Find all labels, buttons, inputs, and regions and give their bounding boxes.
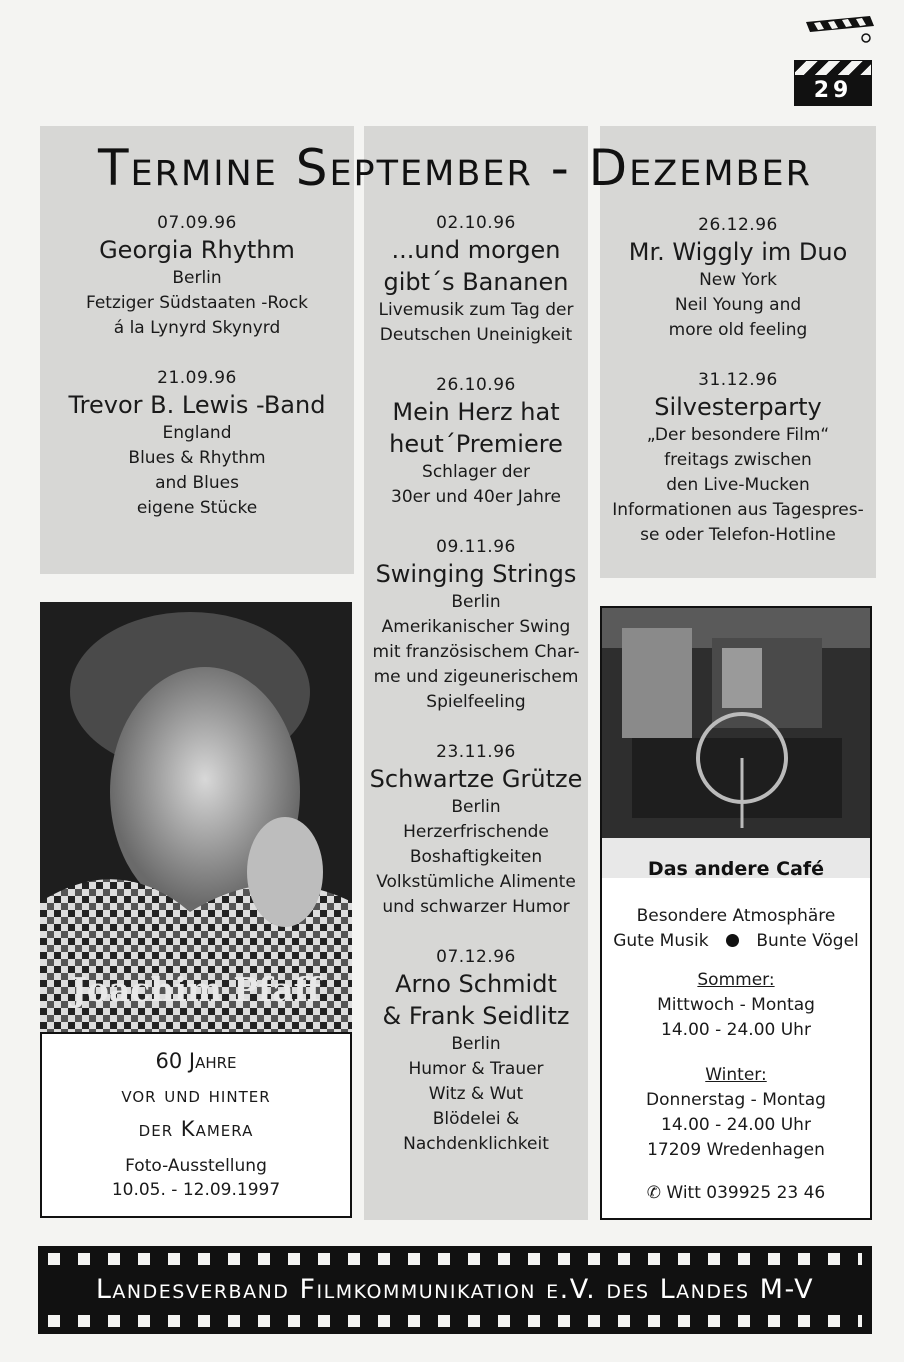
event-detail: se oder Telefon-Hotline <box>640 525 836 545</box>
events-column-middle <box>366 212 586 1183</box>
exhibition-subtitle: Foto-Ausstellung <box>125 1156 267 1176</box>
event-detail: Volkstümliche Alimente <box>376 872 576 892</box>
event-name: Trevor B. Lewis -Band <box>68 391 326 419</box>
page-title: Termine September - Dezember <box>98 139 812 197</box>
clapperboard-icon <box>804 14 876 44</box>
event-detail: and Blues <box>155 473 239 493</box>
event-detail: Berlin <box>172 268 222 288</box>
film-strip-footer <box>38 1246 872 1334</box>
winter-label: Winter: <box>705 1065 767 1085</box>
film-holes-top <box>48 1253 862 1265</box>
page-number: 29 <box>794 76 872 106</box>
event <box>602 214 874 343</box>
event-detail: „Der besondere Film“ <box>646 425 830 445</box>
event <box>366 212 586 348</box>
event-date: 26.10.96 <box>436 375 516 395</box>
portrait-image <box>40 602 352 1032</box>
event-detail: Spielfeeling <box>426 692 526 712</box>
event-detail: den Live-Mucken <box>666 475 810 495</box>
event-date: 23.11.96 <box>436 742 516 762</box>
bullet-icon <box>726 934 739 947</box>
event-name: ...und morgen <box>391 236 561 264</box>
event-date: 02.10.96 <box>436 213 516 233</box>
event <box>366 741 586 920</box>
event-date: 09.11.96 <box>436 537 516 557</box>
event-detail: freitags zwischen <box>664 450 812 470</box>
cafe-details <box>602 904 870 1206</box>
exhibition-dates: 10.05. - 12.09.1997 <box>111 1180 281 1200</box>
cafe-box <box>600 606 872 1220</box>
event-detail: Boshaftigkeiten <box>409 847 543 867</box>
event-name: Swinging Strings <box>375 560 577 588</box>
cafe-tagline-2 <box>602 929 870 954</box>
event-detail: Amerikanischer Swing <box>381 617 571 637</box>
event-detail: Fetziger Südstaaten -Rock <box>85 293 309 313</box>
event <box>44 212 350 341</box>
event-detail: Berlin <box>451 797 501 817</box>
event-name: Schwartze Grütze <box>369 765 583 793</box>
cafe-photo <box>602 608 870 878</box>
summer-hours: 14.00 - 24.00 Uhr <box>661 1020 811 1040</box>
event-date: 07.12.96 <box>436 947 516 967</box>
portrait-photo <box>40 602 352 1032</box>
cafe-tag-music: Gute Musik <box>613 931 709 951</box>
event-detail: Deutschen Uneinigkeit <box>379 325 573 345</box>
cafe-tagline-1: Besondere Atmosphäre <box>636 906 836 926</box>
winter-hours: 14.00 - 24.00 Uhr <box>661 1115 811 1135</box>
event-detail: more old feeling <box>668 320 808 340</box>
event-name: Arno Schmidt <box>395 970 557 998</box>
event-detail: Nachdenklichkeit <box>403 1134 549 1154</box>
cafe-phone: ✆ Witt 039925 23 46 <box>646 1183 826 1203</box>
event-detail: á la Lynyrd Skynyrd <box>113 318 281 338</box>
cafe-tag-birds: Bunte Vögel <box>756 931 859 951</box>
event <box>602 369 874 548</box>
event-detail: Neil Young and <box>674 295 802 315</box>
event-detail: Humor & Trauer <box>408 1059 544 1079</box>
event-detail: Informationen aus Tagespres- <box>612 500 864 520</box>
event-detail: Berlin <box>451 592 501 612</box>
event <box>44 367 350 521</box>
event-name: Mr. Wiggly im Duo <box>628 238 848 266</box>
event-name: Georgia Rhythm <box>99 236 295 264</box>
event-name: Silvesterparty <box>654 393 822 421</box>
event-detail: Herzerfrischende <box>403 822 549 842</box>
cafe-image <box>602 608 870 878</box>
winter-days: Donnerstag - Montag <box>646 1090 826 1110</box>
event <box>366 536 586 715</box>
event-detail: Witz & Wut <box>428 1084 524 1104</box>
event-date: 07.09.96 <box>157 213 237 233</box>
footer-text: Landesverband Filmkommunikation e.V. des Landes M-V <box>95 1274 815 1305</box>
event <box>366 374 586 510</box>
event-detail: Blödelei & <box>432 1109 520 1129</box>
summer-label: Sommer: <box>697 970 775 990</box>
event-detail: me und zigeunerischem <box>373 667 579 687</box>
exhibition-headline-1: 60 Jahre <box>155 1049 237 1073</box>
summer-days: Mittwoch - Montag <box>657 995 815 1015</box>
event-date: 31.12.96 <box>698 370 778 390</box>
event-detail: 30er und 40er Jahre <box>391 487 561 507</box>
event-name: heut´Premiere <box>389 430 563 458</box>
page-number-badge <box>794 60 872 106</box>
event-detail: Berlin <box>451 1034 501 1054</box>
event-detail: eigene Stücke <box>136 498 258 518</box>
film-holes-bottom <box>48 1315 862 1327</box>
event-name: gibt´s Bananen <box>383 268 569 296</box>
event-detail: New York <box>699 270 777 290</box>
cafe-address: 17209 Wredenhagen <box>647 1140 825 1160</box>
event-name: & Frank Seidlitz <box>382 1002 570 1030</box>
events-column-left <box>44 212 350 547</box>
photo-label: Joachim Pfaff <box>71 970 321 1009</box>
event-detail: Blues & Rhythm <box>128 448 266 468</box>
slate-stripes <box>794 60 872 76</box>
cafe-title: Das andere Café <box>647 858 825 880</box>
exhibition-headline-2: vor und hinter <box>121 1083 271 1107</box>
event-detail: Schlager der <box>422 462 530 482</box>
exhibition-headline-3: der Kamera <box>138 1117 254 1141</box>
events-column-right <box>602 214 874 574</box>
event-date: 21.09.96 <box>157 368 237 388</box>
event-date: 26.12.96 <box>698 215 778 235</box>
event <box>366 946 586 1157</box>
event-name: Mein Herz hat <box>392 398 560 426</box>
event-detail: Livemusik zum Tag der <box>378 300 574 320</box>
exhibition-caption <box>40 1032 352 1218</box>
event-detail: England <box>162 423 232 443</box>
event-detail: und schwarzer Humor <box>382 897 570 917</box>
event-detail: mit französischem Char- <box>372 642 580 662</box>
